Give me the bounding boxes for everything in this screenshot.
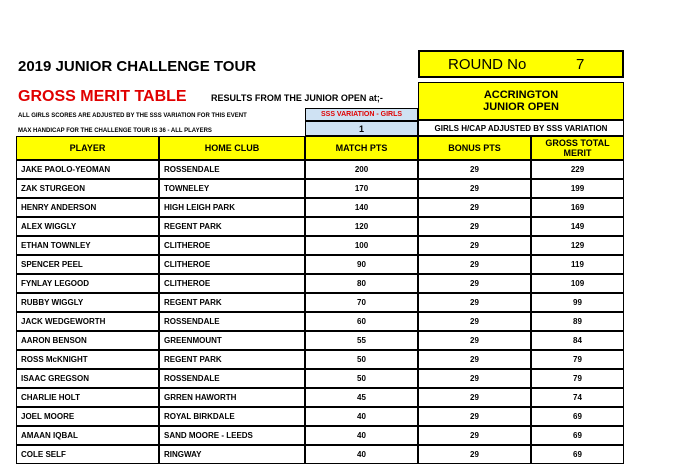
gross-total: 119 [531, 255, 624, 274]
col-header-gross-total: GROSS TOTAL MERIT [531, 136, 624, 160]
gross-total: 199 [531, 179, 624, 198]
gross-total: 229 [531, 160, 624, 179]
home-club: REGENT PARK [159, 217, 305, 236]
home-club: ROSSENDALE [159, 369, 305, 388]
player-name: FYNLAY LEGOOD [16, 274, 159, 293]
gross-total: 129 [531, 236, 624, 255]
bonus-pts: 29 [418, 350, 531, 369]
col-header-player: PLAYER [16, 136, 159, 160]
event-line-1: ACCRINGTON [483, 89, 559, 101]
home-club: ROYAL BIRKDALE [159, 407, 305, 426]
col-header-home-club: HOME CLUB [159, 136, 305, 160]
player-name: AARON BENSON [16, 331, 159, 350]
bonus-pts: 29 [418, 198, 531, 217]
match-pts: 80 [305, 274, 418, 293]
home-club: HIGH LEIGH PARK [159, 198, 305, 217]
player-name: JAKE PAOLO-YEOMAN [16, 160, 159, 179]
match-pts: 40 [305, 426, 418, 445]
home-club: GREENMOUNT [159, 331, 305, 350]
bonus-pts: 29 [418, 160, 531, 179]
col-header-bonus-pts: BONUS PTS [418, 136, 531, 160]
bonus-pts: 29 [418, 217, 531, 236]
player-name: ALEX WIGGLY [16, 217, 159, 236]
event-line-2: JUNIOR OPEN [483, 101, 559, 113]
home-club: RINGWAY [159, 445, 305, 464]
bonus-pts: 29 [418, 426, 531, 445]
match-pts: 50 [305, 369, 418, 388]
match-pts: 40 [305, 407, 418, 426]
home-club: REGENT PARK [159, 350, 305, 369]
sss-label: SSS VARIATION - GIRLS [305, 108, 418, 121]
match-pts: 70 [305, 293, 418, 312]
gross-total: 89 [531, 312, 624, 331]
gross-total: 84 [531, 331, 624, 350]
bonus-pts: 29 [418, 407, 531, 426]
bonus-pts: 29 [418, 331, 531, 350]
player-name: HENRY ANDERSON [16, 198, 159, 217]
home-club: GRREN HAWORTH [159, 388, 305, 407]
gross-total: 74 [531, 388, 624, 407]
col-header-match-pts: MATCH PTS [305, 136, 418, 160]
sss-value: 1 [305, 121, 418, 136]
home-club: ROSSENDALE [159, 160, 305, 179]
bonus-pts: 29 [418, 236, 531, 255]
home-club: ROSSENDALE [159, 312, 305, 331]
player-name: JACK WEDGEWORTH [16, 312, 159, 331]
match-pts: 100 [305, 236, 418, 255]
player-name: SPENCER PEEL [16, 255, 159, 274]
bonus-pts: 29 [418, 312, 531, 331]
player-name: ZAK STURGEON [16, 179, 159, 198]
player-name: ETHAN TOWNLEY [16, 236, 159, 255]
bonus-pts: 29 [418, 445, 531, 464]
max-handicap-note: MAX HANDICAP FOR THE CHALLENGE TOUR IS 36 - ALL PLAYERS [18, 128, 212, 134]
bonus-pts: 29 [418, 388, 531, 407]
gross-total: 79 [531, 369, 624, 388]
round-box [418, 50, 624, 78]
player-name: JOEL MOORE [16, 407, 159, 426]
player-name: AMAAN IQBAL [16, 426, 159, 445]
player-name: CHARLIE HOLT [16, 388, 159, 407]
home-club: REGENT PARK [159, 293, 305, 312]
match-pts: 200 [305, 160, 418, 179]
home-club: CLITHEROE [159, 236, 305, 255]
match-pts: 140 [305, 198, 418, 217]
match-pts: 170 [305, 179, 418, 198]
match-pts: 40 [305, 445, 418, 464]
bonus-pts: 29 [418, 274, 531, 293]
home-club: TOWNELEY [159, 179, 305, 198]
gross-total: 149 [531, 217, 624, 236]
gross-total: 69 [531, 407, 624, 426]
match-pts: 60 [305, 312, 418, 331]
gross-total: 79 [531, 350, 624, 369]
home-club: CLITHEROE [159, 274, 305, 293]
match-pts: 45 [305, 388, 418, 407]
bonus-pts: 29 [418, 293, 531, 312]
gross-total: 69 [531, 426, 624, 445]
results-from-text: RESULTS FROM THE JUNIOR OPEN at;- [211, 93, 383, 103]
bonus-pts: 29 [418, 255, 531, 274]
girls-hcap-note: GIRLS H/CAP ADJUSTED BY SSS VARIATION [418, 120, 624, 136]
gross-total: 169 [531, 198, 624, 217]
match-pts: 120 [305, 217, 418, 236]
player-name: ISAAC GREGSON [16, 369, 159, 388]
bonus-pts: 29 [418, 369, 531, 388]
match-pts: 50 [305, 350, 418, 369]
event-box [418, 82, 624, 120]
home-club: CLITHEROE [159, 255, 305, 274]
player-name: ROSS McKNIGHT [16, 350, 159, 369]
home-club: SAND MOORE - LEEDS [159, 426, 305, 445]
round-number: 7 [576, 55, 585, 73]
gross-total: 99 [531, 293, 624, 312]
match-pts: 55 [305, 331, 418, 350]
player-name: COLE SELF [16, 445, 159, 464]
gross-total: 69 [531, 445, 624, 464]
page-title: 2019 JUNIOR CHALLENGE TOUR [18, 58, 257, 75]
match-pts: 90 [305, 255, 418, 274]
player-name: RUBBY WIGGLY [16, 293, 159, 312]
round-label: ROUND No [448, 55, 527, 73]
gross-merit-label: GROSS MERIT TABLE [18, 88, 187, 105]
gross-total: 109 [531, 274, 624, 293]
bonus-pts: 29 [418, 179, 531, 198]
girls-adjusted-note: ALL GIRLS SCORES ARE ADJUSTED BY THE SSS VARIATION FOR THIS EVENT [18, 113, 247, 119]
